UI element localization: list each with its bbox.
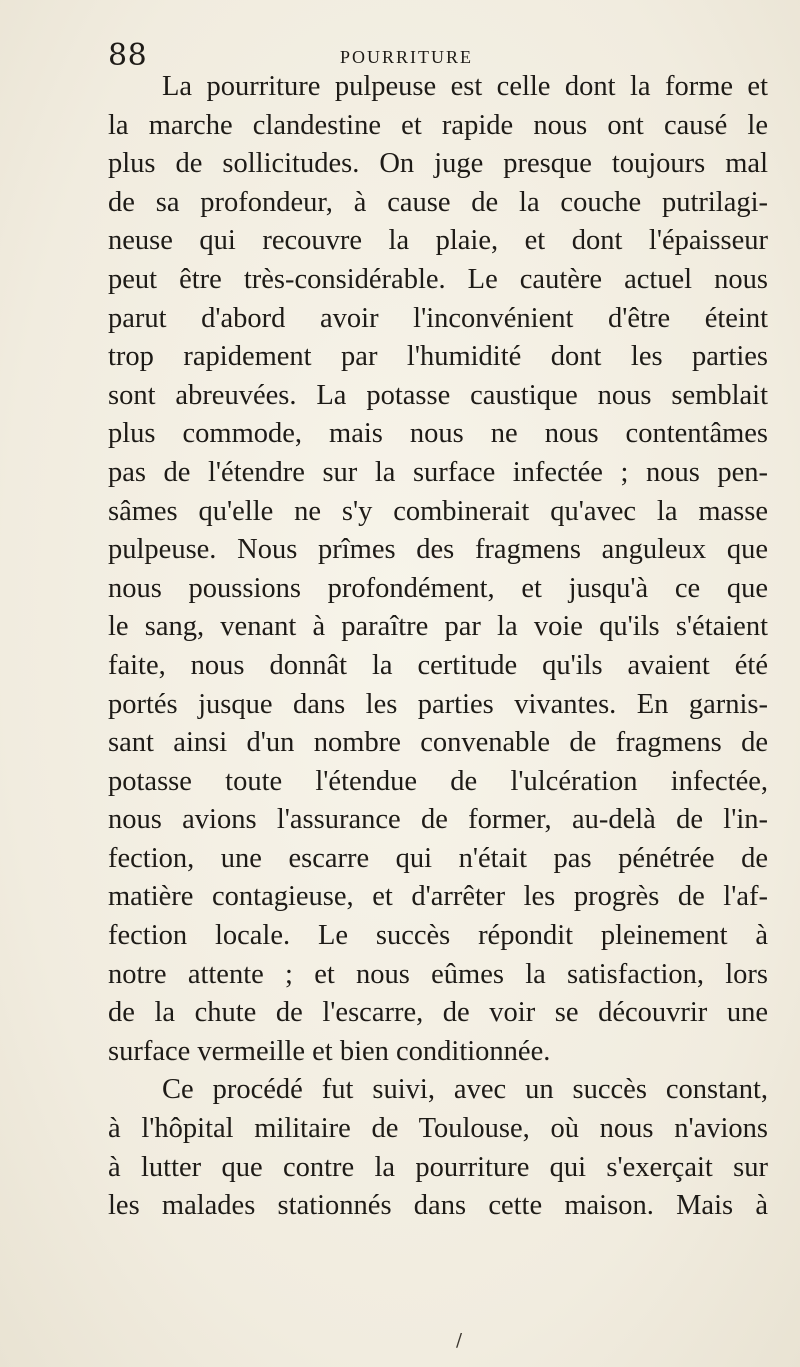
text-line: de la chute de l'escarre, de voir se découvrir une: [108, 997, 768, 1029]
body-text: [108, 68, 768, 1226]
text-line: pulpeuse. Nous prîmes des fragmens anguleux que: [108, 534, 768, 566]
text-line: les malades stationnés dans cette maison. Mais à: [108, 1190, 768, 1222]
text-line: le sang, venant à paraître par la voie qu'ils s'étaient: [108, 611, 768, 643]
text-line: sant ainsi d'un nombre convenable de fragmens de: [108, 727, 768, 759]
text-line: pas de l'étendre sur la surface infectée ; nous pen-: [108, 456, 768, 488]
text-line: peut être très-considérable. Le cautère actuel nous: [108, 263, 768, 295]
text-line: de sa profondeur, à cause de la couche putrilagi-: [108, 186, 768, 218]
running-title: POURRITURE: [340, 47, 474, 67]
text-line: Ce procédé fut suivi, avec un succès constant,: [162, 1074, 768, 1106]
text-line: fection, une escarre qui n'était pas pénétrée de: [108, 842, 768, 874]
text-line: La pourriture pulpeuse est celle dont la forme et: [162, 71, 768, 102]
text-line: plus de sollicitudes. On juge presque toujours mal: [108, 148, 768, 180]
text-line: trop rapidement par l'humidité dont les parties: [108, 341, 768, 373]
text-line: matière contagieuse, et d'arrêter les progrès de l'af-: [108, 881, 768, 913]
text-line: plus commode, mais nous ne nous contentâmes: [108, 418, 768, 450]
text-line: à lutter que contre la pourriture qui s'exerçait sur: [108, 1151, 768, 1183]
text-line: sâmes qu'elle ne s'y combinerait qu'avec la masse: [108, 495, 768, 527]
text-line: portés jusque dans les parties vivantes. En garnis-: [108, 688, 768, 720]
text-line: sont abreuvées. La potasse caustique nous semblait: [108, 379, 768, 411]
text-line: fection locale. Le succès répondit pleinement à: [108, 920, 768, 952]
footer-mark: /: [456, 1330, 463, 1351]
text-line: notre attente ; et nous eûmes la satisfaction, lors: [108, 958, 768, 990]
page-number: 88: [108, 38, 148, 73]
text-line: neuse qui recouvre la plaie, et dont l'épaisseur: [108, 225, 768, 257]
text-line: nous poussions profondément, et jusqu'à ce que: [108, 572, 768, 604]
text-line: parut d'abord avoir l'inconvénient d'être éteint: [108, 302, 768, 334]
text-line: nous avions l'assurance de former, au-delà de l'in-: [108, 804, 768, 836]
text-line: potasse toute l'étendue de l'ulcération infectée,: [108, 765, 768, 797]
text-line: faite, nous donnât la certitude qu'ils avaient été: [108, 649, 768, 681]
text-line: la marche clandestine et rapide nous ont causé le: [108, 109, 768, 141]
text-line paragraph-end: surface vermeille et bien conditionnée.: [108, 1035, 551, 1067]
text-line: à l'hôpital militaire de Toulouse, où nous n'avions: [108, 1113, 768, 1145]
